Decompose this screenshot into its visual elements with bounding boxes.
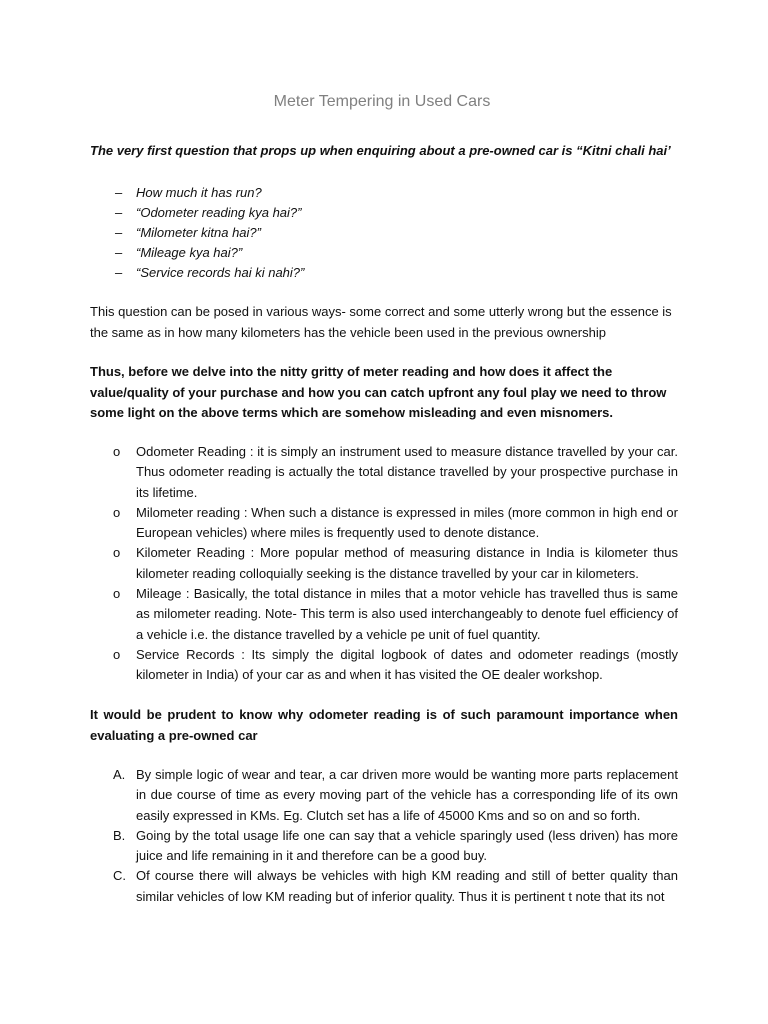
reasons-list (90, 765, 678, 907)
list-item-text: Mileage : Basically, the total distance in miles that a motor vehicle has travelled thus is same as milometer reading. Note- This term is also used interchangeably to denote fuel efficiency of a vehicle i.e. the distance travelled by a vehicle pe unit of fuel quantity. (136, 586, 678, 642)
list-item-text: How much it has run? (136, 185, 262, 200)
list-item (90, 263, 590, 283)
list-item (90, 765, 678, 826)
circle-bullet: o (113, 444, 121, 459)
paragraph-importance: It would be prudent to know why odometer reading is of such paramount importance when evaluating a pre-owned car (90, 707, 678, 743)
list-item (90, 442, 678, 503)
terms-list (90, 442, 678, 686)
list-letter: A. (113, 767, 126, 782)
paragraph-terms-intro: Thus, before we delve into the nitty gritty of meter reading and how does it affect the value/quality of your purchase and how you can catch upfront any foul play we need to throw some light on the above terms which are somehow misleading and even misnomers. (90, 364, 667, 420)
list-item-text: Milometer reading : When such a distance is expressed in miles (more common in high end or European vehicles) where miles is frequently used to denote distance. (136, 504, 678, 541)
page-title: Meter Tempering in Used Cars (273, 93, 491, 110)
list-letter: B. (113, 827, 126, 843)
list-item (90, 203, 590, 223)
list-item-text: “Service records hai ki nahi?” (136, 265, 305, 280)
circle-bullet: o (113, 504, 121, 520)
list-item (90, 584, 678, 645)
list-item-text: Service Records : Its simply the digital logbook of dates and odometer readings (mostly kilometer in India) of your car as and when it has visited the OE dealer workshop. (136, 646, 678, 683)
list-item-text: Kilometer Reading : More popular method of measuring distance in India is kilometer thus kilometer reading colloquially seeking is the distance travelled by your car in kilometers. (136, 545, 678, 581)
list-item (90, 866, 678, 907)
list-item-text: “Milometer kitna hai?” (136, 225, 261, 240)
list-item-text: Odometer Reading : it is simply an instrument used to measure distance travelled by your car. Thus odometer reading is actually the total distance travelled by your prospective purchase in its lifetime. (136, 444, 678, 500)
list-item-text: Of course there will always be vehicles with high KM reading and still of better quality than similar vehicles of low KM reading but of inferior quality. Thus it is pertinent t note that its not (136, 868, 678, 904)
dash-bullet: – (115, 265, 123, 280)
list-item-text: By simple logic of wear and tear, a car driven more would be wanting more parts replacement in due course of time as every moving part of the vehicle has a corresponding life of its own easily expressed in KMs. Eg. Clutch set has a life of 45000 Kms and so on and so forth. (136, 767, 678, 823)
dash-bullet: – (115, 245, 123, 260)
question-variants-list (90, 183, 590, 283)
intro-question: The very first question that props up when enquiring about a pre-owned car is “Kitni chali hai’ (90, 143, 671, 158)
list-item (90, 826, 678, 867)
list-item-text: “Odometer reading kya hai?” (136, 205, 302, 220)
list-item-text: “Mileage kya hai?” (136, 245, 243, 260)
list-item (90, 645, 678, 686)
circle-bullet: o (113, 545, 121, 561)
list-item (90, 543, 678, 584)
list-item-text: Going by the total usage life one can say that a vehicle sparingly used (less driven) has more juice and life remaining in it and therefore can be a good buy. (136, 827, 678, 864)
list-item (90, 223, 590, 243)
list-item (90, 183, 590, 203)
list-item (90, 503, 678, 544)
dash-bullet: – (115, 225, 123, 240)
circle-bullet: o (113, 586, 121, 602)
dash-bullet: – (115, 205, 123, 220)
circle-bullet: o (113, 646, 121, 662)
dash-bullet: – (115, 185, 123, 200)
list-letter: C. (113, 868, 126, 884)
paragraph-essence: This question can be posed in various ways- some correct and some utterly wrong but the essence is the same as in how many kilometers has the vehicle been used in the previous ownership (90, 304, 672, 340)
list-item (90, 243, 590, 263)
